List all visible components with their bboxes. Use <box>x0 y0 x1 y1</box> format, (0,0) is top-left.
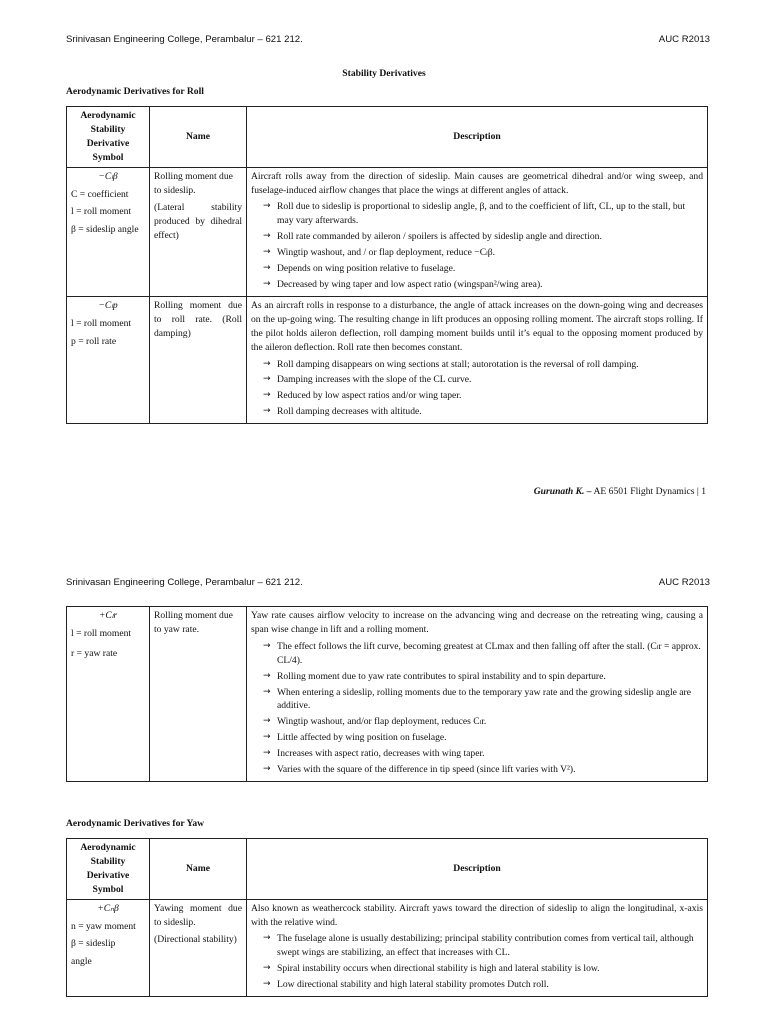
derivative-description: Aircraft rolls away from the direction of sideslip. Main causes are geometrical dihedral and/or wing sweep, and fuselage-induced airflow changes that place the wings at different angles of attack. <box>251 170 703 196</box>
list-item: → Roll damping decreases with altitude. <box>277 405 703 419</box>
bullet-list <box>251 358 703 420</box>
list-item: → When entering a sideslip, rolling moments due to the temporary yaw rate and the growing sideslip angle are additive. <box>277 686 703 714</box>
table-row <box>67 167 708 296</box>
derivative-symbol: −Cₗβ <box>98 170 118 182</box>
column-header-name: Name <box>150 839 247 900</box>
column-header-name: Name <box>150 107 247 168</box>
symbol-legend: p = roll rate <box>71 335 117 347</box>
list-item: → Roll rate commanded by aileron / spoilers is affected by sideslip angle and direction. <box>277 230 703 244</box>
author-name: Gurunath K. – <box>533 486 592 497</box>
list-item: → Spiral instability occurs when directional stability is high and lateral stability is low. <box>277 962 703 976</box>
list-item: → The effect follows the lift curve, becoming greatest at CLmax and then falling off after the stall. (Cₗr = approx. CL/4). <box>277 640 703 668</box>
college-name: Srinivasan Engineering College, Perambalur – 621 212. <box>66 34 303 45</box>
section-heading-yaw: Aerodynamic Derivatives for Yaw <box>66 818 205 829</box>
symbol-legend: l = roll moment <box>71 317 132 329</box>
roll-derivatives-table <box>66 106 708 424</box>
page-header <box>66 34 710 45</box>
bullet-list <box>251 932 703 992</box>
regulation-code: AUC R2013 <box>658 34 710 45</box>
list-item: → Roll damping disappears on wing sections at stall; autorotation is the reversal of roll damping. <box>277 358 703 372</box>
column-header-symbol: Aerodynamic Stability Derivative Symbol <box>67 107 150 168</box>
derivative-name: Yawing moment due to sideslip. <box>154 902 242 928</box>
derivative-name: Rolling moment due to roll rate. (Roll damping) <box>154 299 242 339</box>
list-item: → Decreased by wing taper and low aspect ratio (wingspan²/wing area). <box>277 278 703 292</box>
derivative-description: As an aircraft rolls in response to a disturbance, the angle of attack increases on the down-going wing and decreases on the up-going wing. The resulting change in lift produces an opposing rolling moment. The aircraft stops rolling. If the pilot holds aileron deflection, roll damping moment builds until it’s equal to the opposing moment produced by the aileron deflection. Roll rate then becomes constant. <box>251 299 703 353</box>
derivative-symbol: +Cₗr <box>98 610 118 621</box>
table-row <box>67 899 708 996</box>
column-header-description: Description <box>247 839 708 900</box>
college-name: Srinivasan Engineering College, Perambalur – 621 212. <box>66 577 303 588</box>
column-header-description: Description <box>247 107 708 168</box>
list-item: → Rolling moment due to yaw rate contributes to spiral instability and to spin departure. <box>277 670 703 684</box>
table-header-row <box>67 839 708 900</box>
derivative-symbol: +Cₙβ <box>97 902 119 914</box>
bullet-list <box>251 640 703 777</box>
list-item: → Increases with aspect ratio, decreases with wing taper. <box>277 747 703 761</box>
symbol-legend: r = yaw rate <box>71 647 118 659</box>
derivative-name-note: (Lateral stability produced by dihedral effect) <box>154 202 242 242</box>
symbol-legend: l = roll moment <box>71 627 132 639</box>
list-item: → Depends on wing position relative to fuselage. <box>277 262 703 276</box>
column-header-symbol: Aerodynamic Stability Derivative Symbol <box>67 839 150 900</box>
list-item: → Wingtip washout, and / or flap deployment, reduce −Cₗβ. <box>277 246 703 260</box>
roll-derivatives-table-continued <box>66 606 708 782</box>
symbol-legend: l = roll moment <box>71 206 132 218</box>
list-item: → Wingtip washout, and/or flap deployment, reduces Cₗr. <box>277 715 703 729</box>
derivative-name: Rolling moment due to yaw rate. <box>154 610 233 635</box>
page-header <box>66 577 710 588</box>
symbol-legend: β = sideslip angle <box>71 224 139 236</box>
list-item: → Roll due to sideslip is proportional to sideslip angle, β, and to the coefficient of lift, CL, up to the stall, but may vary afterwards. <box>277 200 703 228</box>
table-header-row <box>67 107 708 168</box>
page-footer <box>534 486 706 497</box>
table-row <box>67 607 708 782</box>
list-item: → Damping increases with the slope of the CL curve. <box>277 373 703 387</box>
list-item: → The fuselage alone is usually destabilizing; principal stability contribution comes from vertical tail, although swept wings are stabilizing, an effect that increases with CL. <box>277 932 703 960</box>
symbol-legend: C = coefficient <box>71 188 129 200</box>
list-item: → Reduced by low aspect ratios and/or wing taper. <box>277 389 703 403</box>
table-row <box>67 296 708 423</box>
course-page: AE 6501 Flight Dynamics | 1 <box>591 486 706 497</box>
symbol-legend: n = yaw moment <box>71 920 136 932</box>
derivative-symbol: −Cₗp <box>98 299 118 311</box>
symbol-legend: angle <box>71 956 92 968</box>
derivative-description: Also known as weathercock stability. Aircraft yaws toward the direction of sideslip to align the longitudinal, x-axis with the relative wind. <box>251 902 703 928</box>
section-heading-roll: Aerodynamic Derivatives for Roll <box>66 86 204 97</box>
regulation-code: AUC R2013 <box>658 577 710 588</box>
derivative-name-note: (Directional stability) <box>154 934 237 946</box>
derivative-name: Rolling moment due to sideslip. <box>154 170 233 196</box>
list-item: → Low directional stability and high lateral stability promotes Dutch roll. <box>277 978 703 992</box>
symbol-legend: β = sideslip <box>71 938 116 950</box>
bullet-list <box>251 200 703 291</box>
list-item: → Little affected by wing position on fuselage. <box>277 731 703 745</box>
derivative-description: Yaw rate causes airflow velocity to increase on the advancing wing and decrease on the retreating wing, causing a span wise change in lift and a rolling moment. <box>251 610 703 635</box>
list-item: → Varies with the square of the difference in tip speed (since lift varies with V²). <box>277 763 703 777</box>
yaw-derivatives-table <box>66 838 708 997</box>
document-title: Stability Derivatives <box>342 68 426 79</box>
